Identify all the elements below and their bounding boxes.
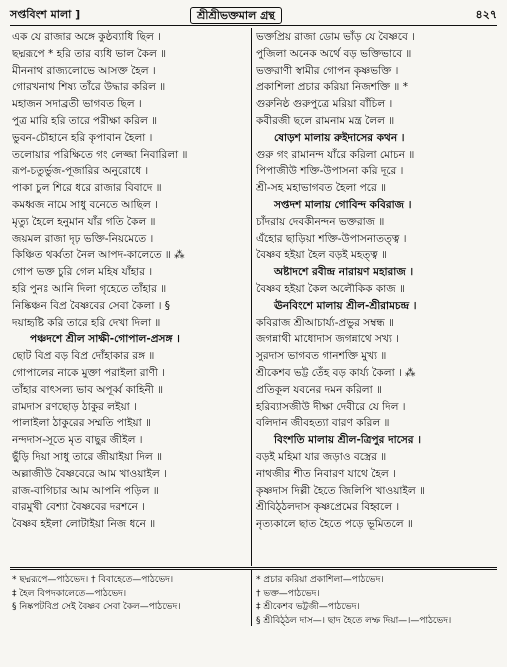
footnote-line: ‡ শ্রীকেশব ভট্টজী—পাঠভেদ। [256,602,360,612]
verse-line: বিংশতি মালায় শ্রীল-ত্রিপুর দাসের । [274,434,421,447]
verse-line: বলিদান জীবহত্যা বারণ করিল ॥ [256,417,390,430]
left-text-column [12,29,248,533]
verse-line: ভক্তরাণী স্বামীর গোপন কৃষ্ণভক্তি । [256,64,399,77]
left-footnotes [12,574,248,615]
verse-line: নিষ্কিঞ্চন বিপ্র বৈষ্ণবের সেবা কৈলা । § [12,299,171,312]
verse-line: কিঞ্চিত থর্ব্বতা নৈল আপদ-কালেতে ॥ ⁂ [12,249,185,262]
verse-line: বৈষ্ণব হইলা লোটাইয়া নিজ ধনে ॥ [12,518,156,531]
page-number: ৪২৭ [475,8,497,21]
footnote-line: † ভক্ত—পাঠভেদ। [256,588,320,599]
verse-line: শ্রীকেশব ভট্ট তেঁহ বড় কার্য্য কৈলা । ⁂ [256,366,416,379]
verse-line: গোপ ভক্ত চুরি গেল মহিষ যাঁহার । [12,266,153,279]
footnote-column-divider [251,570,252,626]
verse-line: হরি পুনঃ আনি দিলা গৃহেতে তাঁহার ॥ [12,282,167,295]
verse-line: পুজিলা অনেক অর্থে বড় ভক্তিভাবে ॥ [256,47,412,60]
verse-line: কবীরজী ছলে রামনাম মন্ত্র লৈল ॥ [256,114,395,127]
verse-line: পালাইলা ঠাকুরের সম্মতি পাইয়া ॥ [12,417,151,430]
verse-line: বারমুখী বেশ্যা বৈষ্ণবের দরশনে । [12,501,145,514]
verse-line: পুত্র মারি হরি তারে পরীক্ষা করিল ॥ [12,114,158,127]
verse-line: গোপালের নাকে মুক্তা পরাইলা রাণী । [12,366,166,379]
header-divider [10,25,497,26]
verse-line: পাকা চুল শিরে ধরে রাজার বিবাদে ॥ [12,182,162,195]
footnote-line: * ছদ্মরূপে—পাঠভেদ। † বিবাহেতে—পাঠভেদ। [12,575,174,585]
chapter-label: সপ্তবিংশ মালা ] [10,8,81,21]
verse-line: ষোড়শ মালায় রুইদাসের কথন । [274,131,405,144]
verse-line: ভক্তপ্রিয় রাজা ডোম ভাঁড় যে বৈষ্ণবে । [256,31,415,43]
right-text-column [256,29,498,533]
verse-line: কমধ্বজ নামে সাধু বনেতে আছিল । [12,198,158,211]
verse-line: পিপাজীউ শক্তি-উপাসনা করি দূরে । [256,165,404,178]
verse-line: রূপ-চতুর্ভুজ-পূজারির অনুরোধে । [12,165,149,178]
verse-line: প্রকাশিলা প্রচার করিয়া নিজশক্তি ॥ * [256,81,408,94]
verse-line: ছুঁড়ি দিয়া সাধু তারে জীয়াইয়া দিল ॥ [12,450,163,463]
verse-line: ঊনবিংশে মালায় শ্রীল-শ্রীরামচন্দ্র । [274,299,417,312]
verse-line: পঞ্চদশে শ্রীল সাক্ষী-গোপাল-প্রসঙ্গ । [30,333,180,346]
page-header [10,6,497,24]
verse-line: গোরখনাথ শিষ্য তাঁরে উদ্ধার করিল ॥ [12,81,166,94]
footnote-line: § শ্রীবিঠ্ঠল দাস—। ছাদ হৈতে লম্ফ দিয়া—।—পাঠভেদ। [256,615,452,626]
verse-line: কৃষ্ণদাস দিল্লী হৈতে জিলিপি খাওয়াইল ॥ [256,484,425,497]
verse-line: ছোট বিপ্র বড় বিপ্র দোঁহাকার রঙ্গ ॥ [12,350,155,363]
verse-line: কবিরাজ শ্রীআচার্য্য-প্রভুর সম্বন্ধ ॥ [256,316,394,329]
verse-line: ভুবন-চৌহানে হরি কৃপাবান হৈলা । [12,131,153,144]
verse-line: রামদাস রণছোড় ঠাকুর লইয়া । [12,400,137,413]
verse-line: শ্রীবিঠ্ঠলদাস কৃষ্ণপ্রেমের বিহ্বলে । [256,501,400,514]
verse-line: তলোয়ার পরিক্ষিতে গং লেজ্জা নিবারিলা ॥ [12,148,188,161]
verse-line: এঁহোর ছাড়িয়া শক্তি-উপাসনাতত্ত্ব । [256,232,407,245]
verse-line: সপ্তদশ মালায় গোবিন্দ কবিরাজ । [274,198,412,211]
verse-line: রাজ-বাগিচার আম আপনি পড়িল ॥ [12,484,159,497]
verse-line: তাঁহার বাৎসল্য ভাব অপূর্ব্ব কাহিনী ॥ [12,383,164,396]
verse-line: শ্রী-সহ মহাভাগবত হৈলা পরে ॥ [256,182,387,195]
verse-line: বৈষ্ণব হইয়া হৈল বড়ই মহত্ত্ব ॥ [256,249,387,262]
footnote-line: § নিষ্কপটবিপ্র সেই বৈষ্ণব সেবা কৈল—পাঠভেদ। [12,602,181,612]
book-title: শ্রীশ্রীভক্তমাল গ্রন্থ [190,7,282,24]
verse-line: সুরদাস ভাগবত গানশক্তি মুখ্য ॥ [256,350,387,363]
verse-line: মহাজন সদাব্রতী ভাগবত ছিল । [12,98,142,111]
verse-line: হরিব্যাসজীউ দীক্ষা দেবীরে যে দিল । [256,400,406,413]
footnote-line: ‡ হৈল বিপদকালেতে—পাঠভেদ। [12,588,127,599]
verse-line: গুরুনিষ্ঠ গুরুপুত্রে মরিয়া বাঁচিল । [256,98,393,111]
verse-line: প্রতিকূল যবনের দমন করিলা ॥ [256,383,382,396]
verse-line: ছদ্মরূপে * হরি তার ব্যধি ভাল কৈল ॥ [12,47,167,60]
verse-line: নন্দদাস-সূতে মৃত বাছুর জীইল । [12,434,143,447]
verse-line: নৃত্যকালে ছাত হৈতে পড়ে ভূমিতলে ॥ [256,518,413,531]
footnote-divider-second [10,569,497,570]
column-divider [251,28,252,566]
verse-line: এক যে রাজার অঙ্গে কুষ্ঠব্যাধি ছিল । [12,31,161,43]
verse-line: জয়মল রাজা দৃঢ় ভক্তি-নিয়মেতে । [12,232,154,245]
verse-line: জগন্নাথী মাধোদাস জগন্নাথে সখ্য । [256,333,399,346]
verse-line: গুরু গং রামানন্দ যাঁরে করিলা মোচন ॥ [256,148,415,161]
verse-line: বৈষ্ণব হইয়া কৈল অলৌকিক কাজ ॥ [256,282,405,295]
verse-line: বড়ই মহিমা যার জড়াও বস্ত্রের ॥ [256,450,387,463]
footnote-divider [10,567,497,568]
verse-line: অষ্টাদশে রবীন্দ্র নারায়ণ মহারাজ । [274,266,414,279]
verse-line: চাঁদরায় দেবকীনন্দন ভক্তরাজ ॥ [256,215,385,228]
right-footnotes [256,574,498,628]
verse-line: দয়াহৃষ্টি করি তারে হরি দেখা দিলা ॥ [12,316,161,329]
footnote-line: * প্রচার করিয়া প্রকাশিলা—পাঠভেদ। [256,575,384,585]
verse-line: মৃত্যু হৈলে হনুমান যাঁর গতি কৈল ॥ [12,215,156,228]
verse-line: নাথজীর শীত নিবারণ যাথে হৈল । [256,467,396,480]
verse-line: মীননাথ রাজ্যলোভে আসক্ত হৈল । [12,64,156,77]
verse-line: অল্লাজীউ বৈষ্ণবেরে আম খাওয়াইল । [12,467,167,480]
